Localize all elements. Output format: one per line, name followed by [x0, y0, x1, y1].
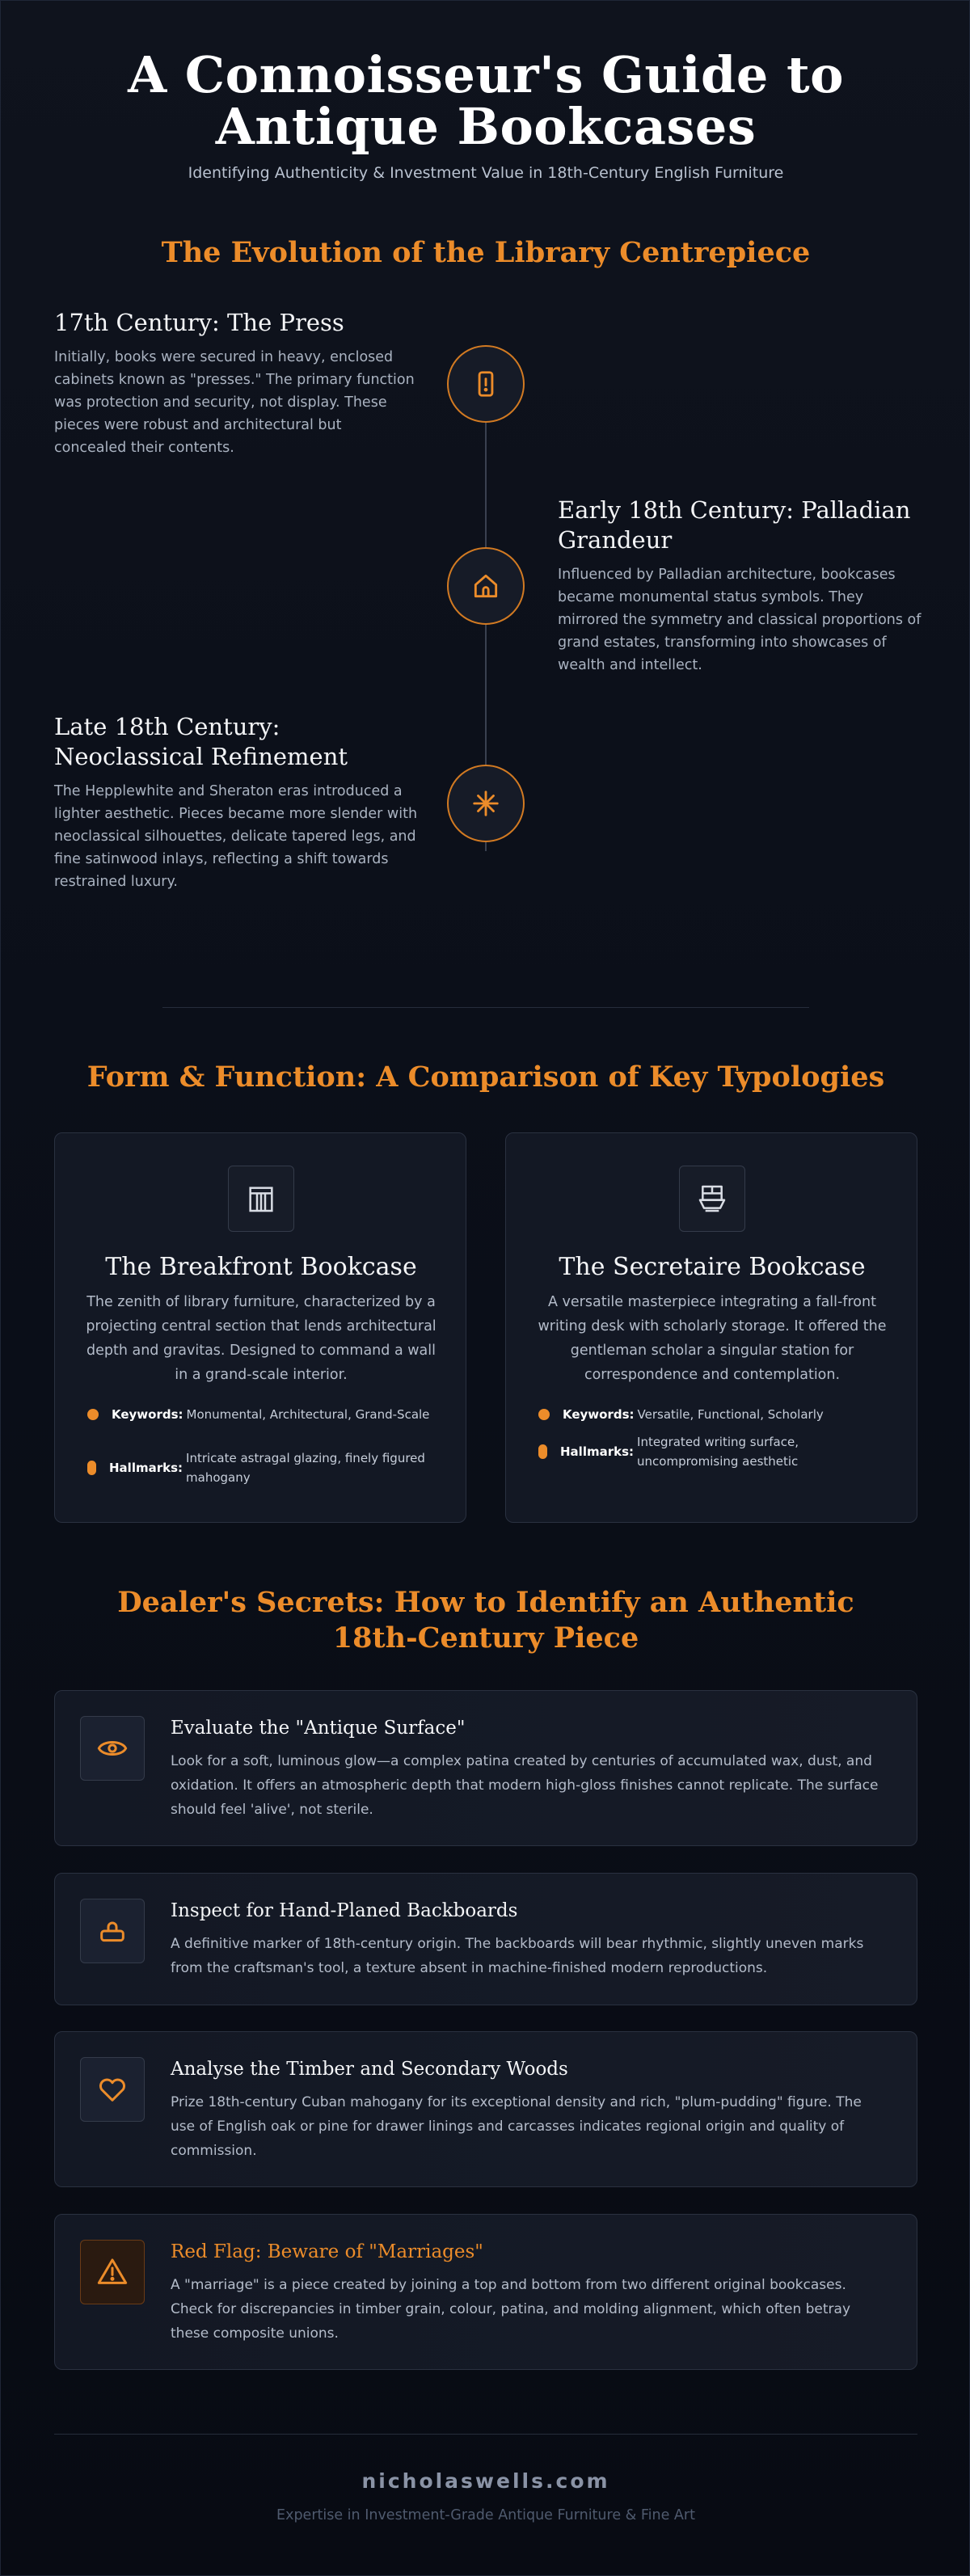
secret-icon-box — [80, 1899, 145, 1963]
hallmarks-label: Hallmarks: — [560, 1444, 635, 1459]
home-icon — [470, 571, 501, 601]
card-heading: The Breakfront Bookcase — [105, 1253, 417, 1281]
card-heading: The Secretaire Bookcase — [559, 1253, 866, 1281]
timeline-entry-1 — [54, 308, 418, 459]
secret-text: A "marriage" is a piece created by joining a top and bottom from two different original bookcases. Check for discrepancies in timber grain, colour, patina, and molding alignment, which often betray these composite unions. — [171, 2277, 851, 2342]
bullet-dot — [87, 1461, 96, 1475]
section-divider — [162, 1007, 809, 1008]
page-title-line-2: Antique Bookcases — [215, 97, 757, 156]
hallmarks-label: Hallmarks: — [109, 1461, 183, 1475]
typology-card-breakfront — [54, 1132, 466, 1523]
sparkle-icon — [470, 788, 501, 819]
page-title-line-1: A Connoisseur's Guide to — [128, 45, 844, 104]
footer-site-link[interactable]: nicholaswells.com — [361, 2469, 610, 2493]
timeline-entry-2 — [558, 495, 922, 677]
timeline-heading: Early 18th Century: Palladian Grandeur — [558, 496, 911, 554]
bullet-dot — [538, 1409, 550, 1420]
evolution-section-title: The Evolution of the Library Centrepiece — [161, 236, 811, 269]
keywords-value: Monumental, Architectural, Grand-Scale — [186, 1407, 430, 1422]
hallmarks-value: Integrated writing surface, uncompromising aesthetic — [637, 1435, 799, 1469]
secret-heading: Evaluate the "Antique Surface" — [171, 1718, 466, 1739]
timeline-node-2 — [447, 547, 525, 625]
keywords-label: Keywords: — [112, 1407, 183, 1422]
hand-plane-icon — [96, 1915, 129, 1947]
timeline-heading: Late 18th Century: Neoclassical Refinement — [54, 713, 348, 770]
secret-icon-box — [80, 2240, 145, 2304]
card-keywords — [538, 1405, 894, 1424]
bookcase-icon — [245, 1183, 277, 1215]
secret-heading: Inspect for Hand-Planed Backboards — [171, 1900, 518, 1921]
timeline-text: The Hepplewhite and Sheraton eras introduced a lighter aesthetic. Pieces became more slender with neoclassical silhouettes, delicate tapered legs, and fine satinwood inlays, reflecting a shift towards restrained luxury. — [54, 783, 418, 890]
bullet-dot — [538, 1444, 547, 1459]
heart-icon — [96, 2073, 129, 2106]
timeline-node-3 — [447, 765, 525, 842]
secret-icon-box — [80, 1716, 145, 1781]
page-title — [1, 45, 970, 156]
timeline-heading: 17th Century: The Press — [54, 309, 344, 336]
warning-icon — [96, 2256, 129, 2288]
secret-card-antique-surface — [54, 1690, 917, 1846]
card-hallmarks — [87, 1448, 443, 1487]
typology-card-secretaire — [505, 1132, 917, 1523]
footer-divider — [54, 2434, 917, 2435]
eye-icon — [96, 1732, 129, 1764]
card-description: The zenith of library furniture, characterized by a projecting central section that lends architectural depth and gravitas. Designed to command a wall in a grand-scale interior. — [86, 1294, 436, 1383]
secret-card-marriages-warning — [54, 2214, 917, 2370]
keywords-label: Keywords: — [563, 1407, 635, 1422]
footer-tagline: Expertise in Investment-Grade Antique Furniture & Fine Art — [276, 2507, 695, 2523]
secret-text: Prize 18th-century Cuban mahogany for its exceptional density and rich, "plum-pudding" figure. The use of English oak or pine for drawer linings and carcasses indicates regional origin and quality of commission. — [171, 2094, 862, 2159]
exclamation-box-icon — [470, 369, 501, 399]
keywords-value: Versatile, Functional, Scholarly — [637, 1407, 824, 1422]
secret-heading: Red Flag: Beware of "Marriages" — [171, 2241, 483, 2262]
timeline-text: Initially, books were secured in heavy, enclosed cabinets known as "presses." The primary function was protection and security, not display. These pieces were robust and architectural but concealed their contents. — [54, 349, 415, 456]
timeline-entry-3 — [54, 712, 418, 893]
hallmarks-value: Intricate astragal glazing, finely figured mahogany — [186, 1451, 425, 1485]
secret-heading: Analyse the Timber and Secondary Woods — [171, 2059, 568, 2080]
secret-card-backboards — [54, 1873, 917, 2005]
page-subtitle: Identifying Authenticity & Investment Value in 18th-Century English Furniture — [188, 164, 784, 182]
secret-text: A definitive marker of 18th-century origin. The backboards will bear rhythmic, slightly uneven marks from the craftsman's tool, a texture absent in machine-finished modern reproductions. — [171, 1936, 864, 1976]
card-keywords — [87, 1405, 443, 1424]
secret-icon-box — [80, 2057, 145, 2122]
secret-card-timber — [54, 2031, 917, 2187]
secrets-section-title: Dealer's Secrets: How to Identify an Authentic 18th-Century Piece — [117, 1586, 854, 1655]
bullet-dot — [87, 1409, 99, 1420]
card-icon-box — [679, 1166, 745, 1232]
card-description: A versatile masterpiece integrating a fall-front writing desk with scholarly storage. It offered the gentleman scholar a singular station for correspondence and contemplation. — [538, 1294, 887, 1383]
timeline-node-1 — [447, 345, 525, 423]
secretaire-icon — [696, 1183, 728, 1215]
card-hallmarks — [538, 1432, 894, 1471]
secret-text: Look for a soft, luminous glow—a complex patina created by centuries of accumulated wax, dust, and oxidation. It offers an atmospheric depth that modern high-gloss finishes cannot replicate. The surface should feel 'alive', not sterile. — [171, 1753, 879, 1818]
card-icon-box — [228, 1166, 294, 1232]
timeline-text: Influenced by Palladian architecture, bookcases became monumental status symbols. They mirrored the symmetry and classical proportions of grand estates, transforming into showcases of wealth and intellect. — [558, 567, 922, 673]
typologies-section-title: Form & Function: A Comparison of Key Typologies — [86, 1060, 885, 1094]
